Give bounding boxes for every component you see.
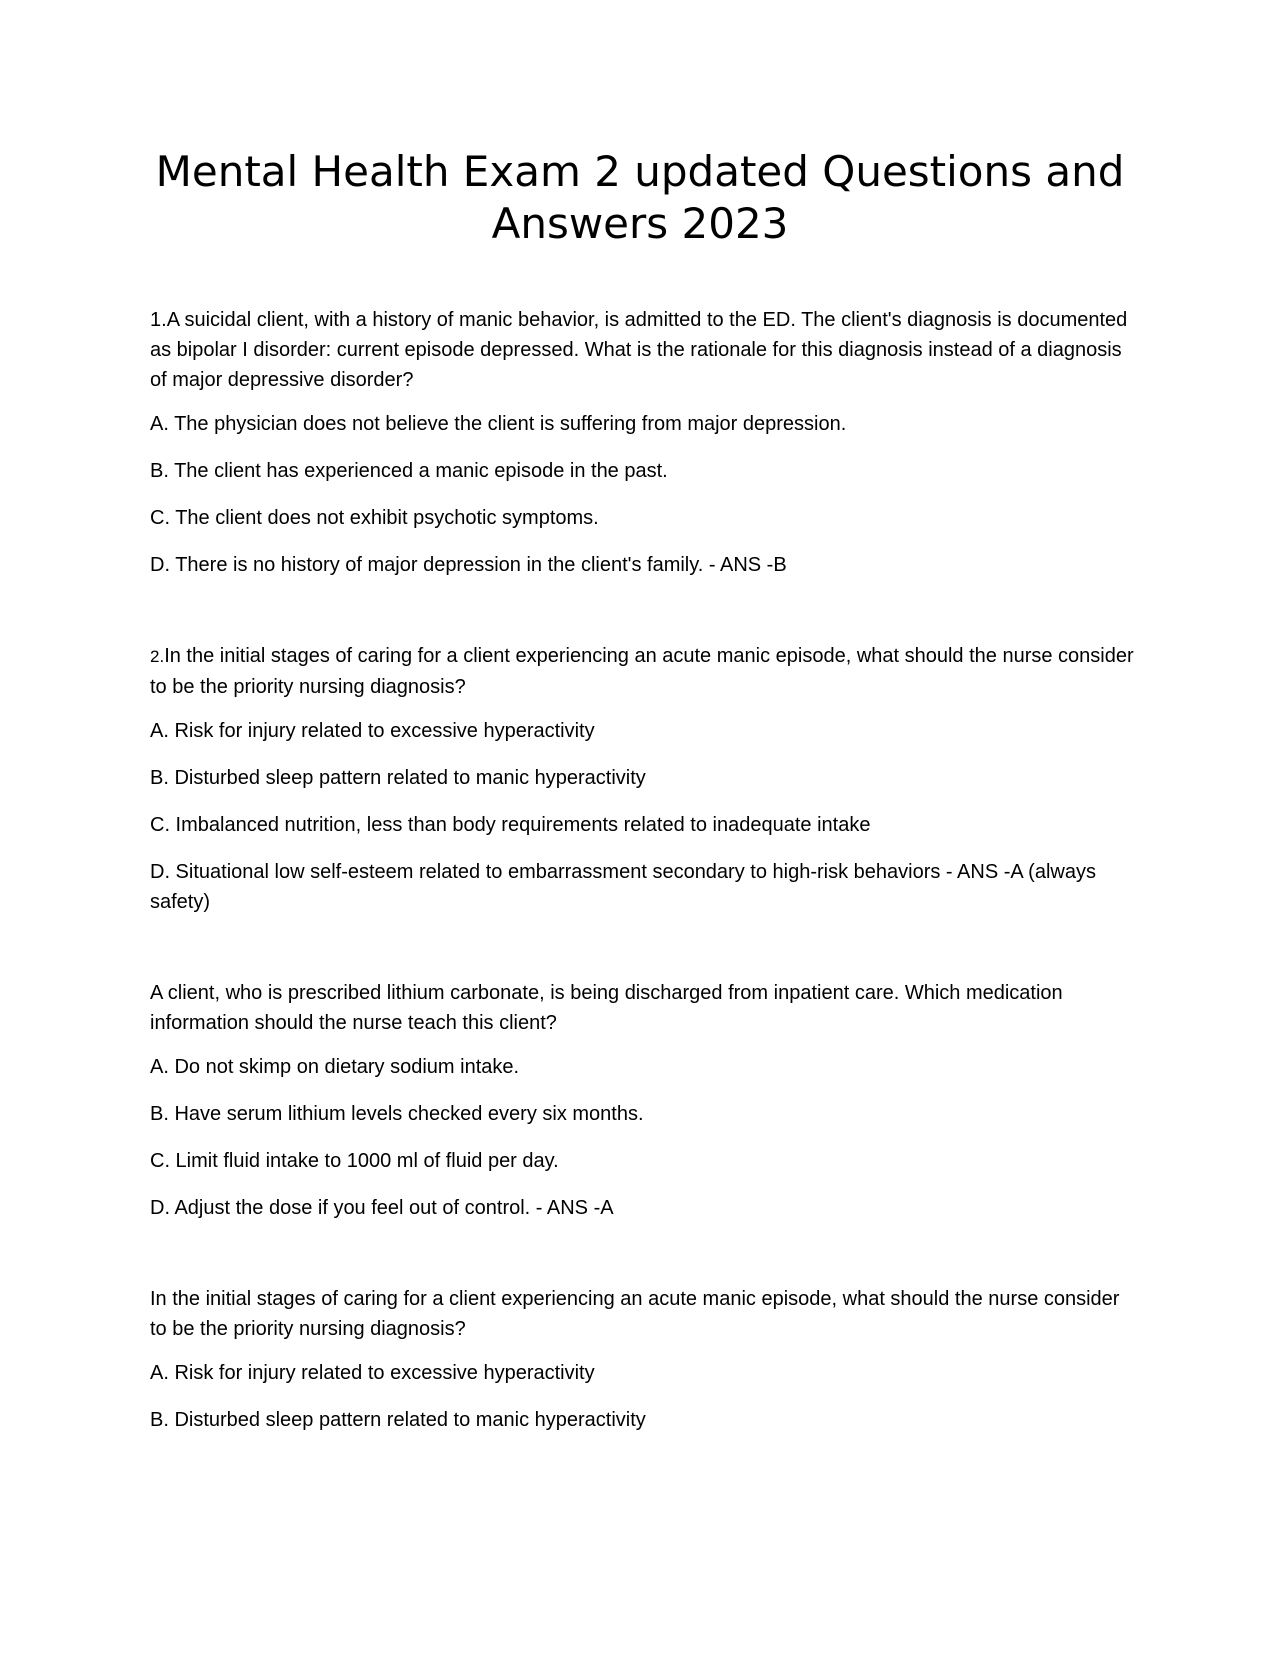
question-number: 2. <box>150 647 165 666</box>
answer-option-b: B. The client has experienced a manic episode in the past. <box>150 460 668 482</box>
answer-option-a: A. Do not skimp on dietary sodium intake. <box>150 1056 520 1078</box>
answer-option-b: B. Have serum lithium levels checked every six months. <box>150 1103 644 1125</box>
questions-list <box>150 305 1140 1452</box>
question-block-3 <box>150 978 1140 1223</box>
question-number: 1. <box>150 309 167 331</box>
question-text: 1.A suicidal client, with a history of manic behavior, is admitted to the ED. The client's diagnosis is documented as bipolar I disorder: current episode depressed. What is the rationale for this diagnosis instead of a diagnosis of major depressive disorder? <box>150 309 1128 391</box>
answer-option-c: C. Limit fluid intake to 1000 ml of fluid per day. <box>150 1150 559 1172</box>
question-text: A client, who is prescribed lithium carbonate, is being discharged from inpatient care. Which medication information should the nurse teach this client? <box>150 982 1063 1034</box>
question-text: In the initial stages of caring for a client experiencing an acute manic episode, what should the nurse consider to be the priority nursing diagnosis? <box>150 1288 1120 1340</box>
answer-option-b: B. Disturbed sleep pattern related to manic hyperactivity <box>150 1409 646 1431</box>
title-line-1: Mental Health Exam 2 updated Questions and <box>155 147 1125 196</box>
question-block-2 <box>150 641 1140 917</box>
answer-option-a: A. Risk for injury related to excessive hyperactivity <box>150 720 595 742</box>
question-text: 2.In the initial stages of caring for a client experiencing an acute manic episode, what should the nurse consider to be the priority nursing diagnosis? <box>150 645 1134 698</box>
answer-option-c: C. The client does not exhibit psychotic symptoms. <box>150 507 599 529</box>
answer-option-d: D. Situational low self-esteem related to embarrassment secondary to high-risk behaviors - ANS -A (always safety) <box>150 861 1096 913</box>
answer-option-b: B. Disturbed sleep pattern related to manic hyperactivity <box>150 767 646 789</box>
answer-option-d: D. There is no history of major depression in the client's family. - ANS -B <box>150 554 787 576</box>
answer-option-a: A. Risk for injury related to excessive hyperactivity <box>150 1362 595 1384</box>
answer-option-a: A. The physician does not believe the client is suffering from major depression. <box>150 413 847 435</box>
answer-option-d: D. Adjust the dose if you feel out of control. - ANS -A <box>150 1197 614 1219</box>
question-block-4 <box>150 1284 1140 1435</box>
title-line-2: Answers 2023 <box>491 199 789 248</box>
question-block-1 <box>150 305 1140 580</box>
document-title <box>150 146 1130 250</box>
answer-option-c: C. Imbalanced nutrition, less than body requirements related to inadequate intake <box>150 814 871 836</box>
